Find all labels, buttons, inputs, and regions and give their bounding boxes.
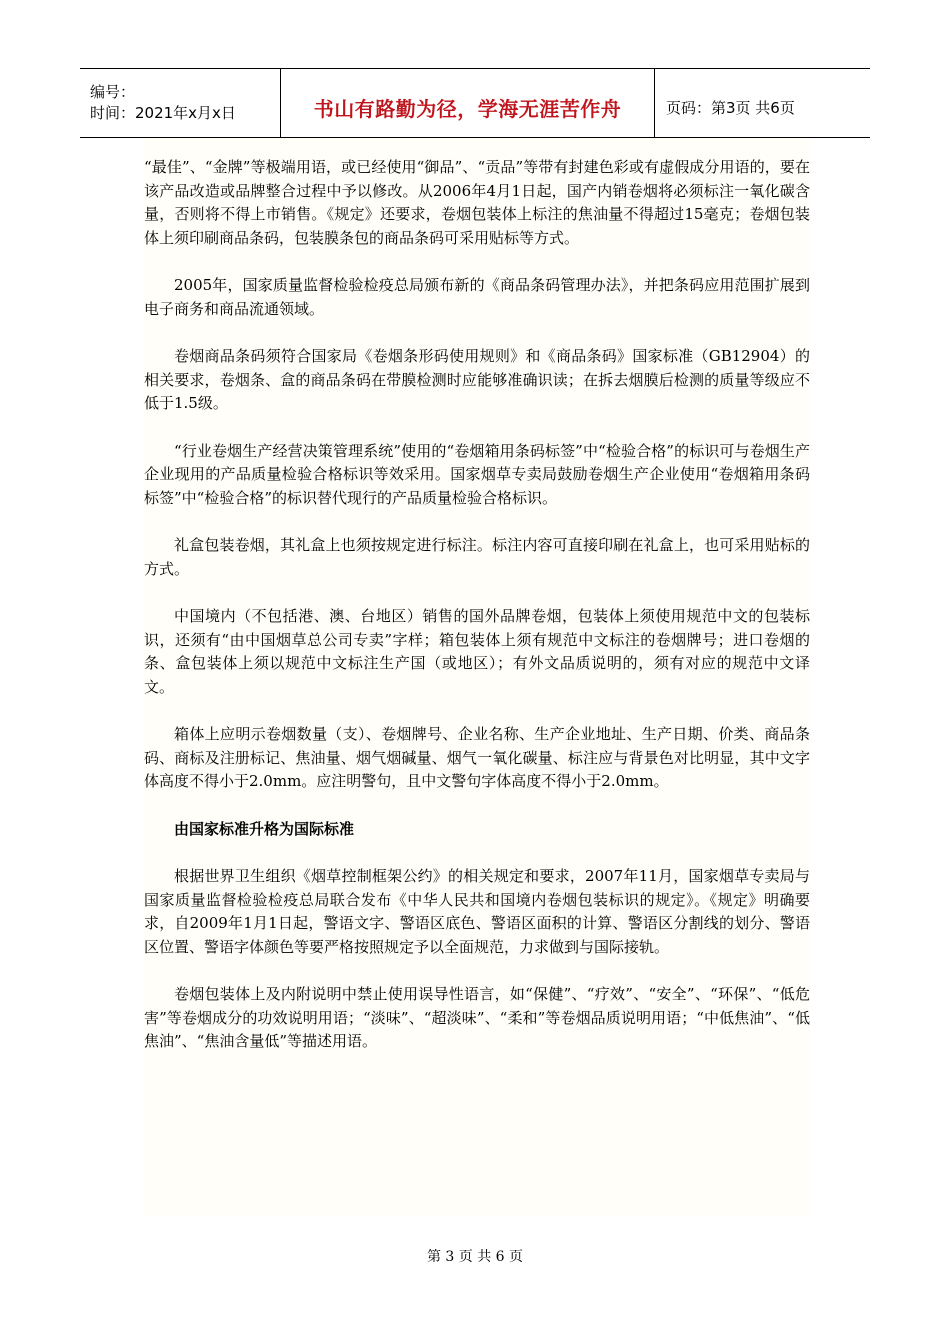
paragraph: 中国境内（不包括港、澳、台地区）销售的国外品牌卷烟，包装体上须使用规范中文的包装标识，还须有“由中国烟草总公司专卖”字样；箱包装体上须有规范中文标注的卷烟牌号；进口卷烟的条、盒包装体上须以规范中文标注生产国（或地区）；有外文品质说明的，须有对应的规范中文译文。 — [144, 607, 810, 696]
document-time-label: 时间：2021年x月x日 — [90, 104, 236, 122]
page-footer: 第 3 页 共 6 页 — [426, 1249, 524, 1265]
document-body — [144, 156, 810, 1078]
paragraph: 根据世界卫生组织《烟草控制框架公约》的相关规定和要求，2007年11月，国家烟草专卖局与国家质量监督检验检疫总局联合发布《中华人民共和国境内卷烟包装标识的规定》。《规定》明确要求，自2009年1月1日起，警语文字、警语区底色、警语区面积的计算、警语区分割线的划分、警语区位置、警语字体颜色等要严格按照规定予以全面规范，力求做到与国际接轨。 — [144, 867, 810, 956]
document-number-label: 编号： — [90, 83, 136, 101]
paragraph: 礼盒包装卷烟，其礼盒上也须按规定进行标注。标注内容可直接印刷在礼盒上，也可采用贴标的方式。 — [144, 536, 810, 578]
paragraph: 卷烟包装体上及内附说明中禁止使用误导性语言，如“保健”、“疗效”、“安全”、“环保”、“低危害”等卷烟成分的功效说明用语；“淡味”、“超淡味”、“柔和”等卷烟品质说明用语；“中低焦油”、“低焦油”、“焦油含量低”等描述用语。 — [144, 985, 810, 1050]
paragraph: 2005年，国家质量监督检验检疫总局颁布新的《商品条码管理办法》，并把条码应用范围扩展到电子商务和商品流通领域。 — [144, 276, 810, 318]
paragraph: “行业卷烟生产经营决策管理系统”使用的“卷烟箱用条码标签”中“检验合格”的标识可与卷烟生产企业现用的产品质量检验合格标识等效采用。国家烟草专卖局鼓励卷烟生产企业使用“卷烟箱用条码标签”中“检验合格”的标识替代现行的产品质量检验合格标识。 — [144, 441, 810, 507]
header-meta — [80, 69, 281, 137]
header-page-label: 页码：第3页 共6页 — [666, 98, 795, 117]
page-header — [80, 68, 870, 138]
paragraph: 箱体上应明示卷烟数量（支）、卷烟牌号、企业名称、生产企业地址、生产日期、价类、商品条码、商标及注册标记、焦油量、烟气烟碱量、烟气一氧化碳量、标注应与背景色对比明显，其中文字体高度不得小于2.0mm。应注明警句，且中文警句字体高度不得小于2.0mm。 — [144, 725, 810, 790]
header-motto: 书山有路勤为径，学海无涯苦作舟 — [281, 69, 655, 137]
paragraph: “最佳”、“金牌”等极端用语，或已经使用“御品”、“贡品”等带有封建色彩或有虚假成分用语的，要在该产品改造或品牌整合过程中予以修改。从2006年4月1日起，国产内销卷烟将必须标注一氧化碳含量，否则将不得上市销售。《规定》还要求，卷烟包装体上标注的焦油量不得超过15毫克；卷烟包装体上须印刷商品条码，包装膜条包的商品条码可采用贴标等方式。 — [144, 158, 810, 247]
section-heading: 由国家标准升格为国际标准 — [174, 819, 355, 838]
paragraph: 卷烟商品条码须符合国家局《卷烟条形码使用规则》和《商品条码》国家标准（GB12904）的相关要求，卷烟条、盒的商品条码在带膜检测时应能够准确识读；在拆去烟膜后检测的质量等级应不低于1.5级。 — [144, 347, 810, 412]
